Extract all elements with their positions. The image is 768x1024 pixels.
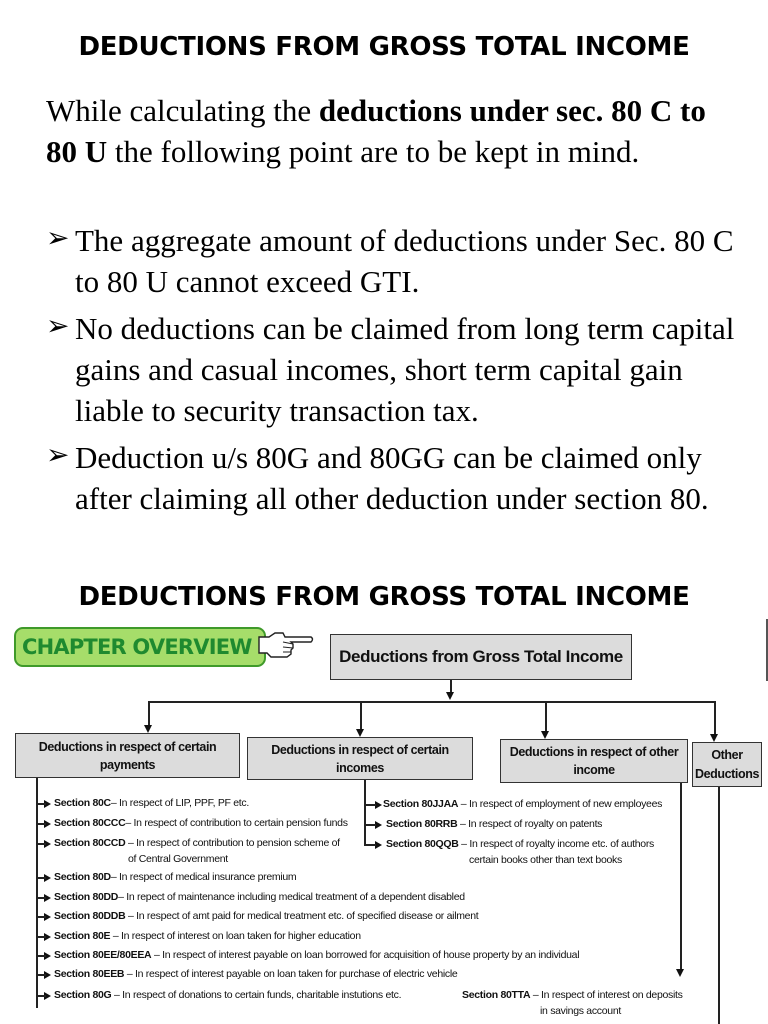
root-node: Deductions from Gross Total Income [330,634,632,680]
chapter-overview-diagram [0,615,768,1024]
section-80ccd-continuation: of Central Government [128,853,228,865]
intro-text-bold: deductions under sec. 80 C to 80 U [46,93,706,169]
category-other-income: Deductions in respect of other income [500,739,688,783]
section-80qqb: Section 80QQB – In respect of royalty income etc. of authors [386,838,654,850]
section-80rrb: Section 80RRB – In respect of royalty on patents [386,818,603,830]
intro-text-post: the following point are to be kept in mind. [107,134,640,169]
intro-text-pre: While calculating the [46,93,319,128]
pointing-hand-icon [257,631,315,659]
section-80g: Section 80G – In respect of donations to certain funds, charitable instutions etc. [54,989,402,1001]
intro-paragraph [46,90,726,172]
section-80ee-80eea: Section 80EE/80EEA – In respect of interest payable on loan borrowed for acquisition of house property by an individual [54,949,580,961]
section-80ccd: Section 80CCD – In respect of contribution to pension scheme of [54,837,340,849]
section-80e: Section 80E – In respect of interest on loan taken for higher education [54,930,361,942]
bullet-text: No deductions can be claimed from long term capital gains and casual incomes, short term capital gain liable to security transaction tax. [75,311,735,428]
section-80ddb: Section 80DDB – In respect of amt paid for medical treatment etc. of specified disease or ailment [54,910,479,922]
category-payments: Deductions in respect of certain payments [15,733,240,778]
bullet-text: The aggregate amount of deductions under Sec. 80 C to 80 U cannot exceed GTI. [75,223,734,299]
diagram-title: DEDUCTIONS FROM GROSS TOTAL INCOME [78,582,690,612]
section-80tta: Section 80TTA – In respect of interest on deposits [462,989,683,1001]
category-other-deductions: Other Deductions [692,742,762,787]
section-80tta-continuation: in savings account [540,1005,621,1017]
section-80dd: Section 80DD– In repect of maintenance including medical treatment of a dependent disabled [54,891,465,903]
bullet-item [46,220,736,302]
arrow-bullet-icon: ➢ [46,223,70,254]
arrow-bullet-icon: ➢ [46,440,70,471]
bullet-text: Deduction u/s 80G and 80GG can be claimed only after claiming all other deduction under section 80. [75,440,709,516]
section-80c: Section 80C– In respect of LIP, PPF, PF etc. [54,797,249,809]
bullet-item [46,437,736,519]
slide-title: DEDUCTIONS FROM GROSS TOTAL INCOME [78,32,690,62]
arrow-bullet-icon: ➢ [46,311,70,342]
section-80ccc: Section 80CCC– In respect of contribution to certain pension funds [54,817,348,829]
category-incomes: Deductions in respect of certain incomes [247,737,473,780]
section-80jjaa: Section 80JJAA – In respect of employment of new employees [383,798,663,810]
section-80qqb-continuation: certain books other than text books [469,854,622,866]
chapter-overview-badge: CHAPTER OVERVIEW [14,627,266,667]
section-80eeb: Section 80EEB – In respect of interest payable on loan taken for purchase of electric vehicle [54,968,458,980]
bullet-item [46,308,736,431]
section-80d: Section 80D– In respect of medical insurance premium [54,871,297,883]
